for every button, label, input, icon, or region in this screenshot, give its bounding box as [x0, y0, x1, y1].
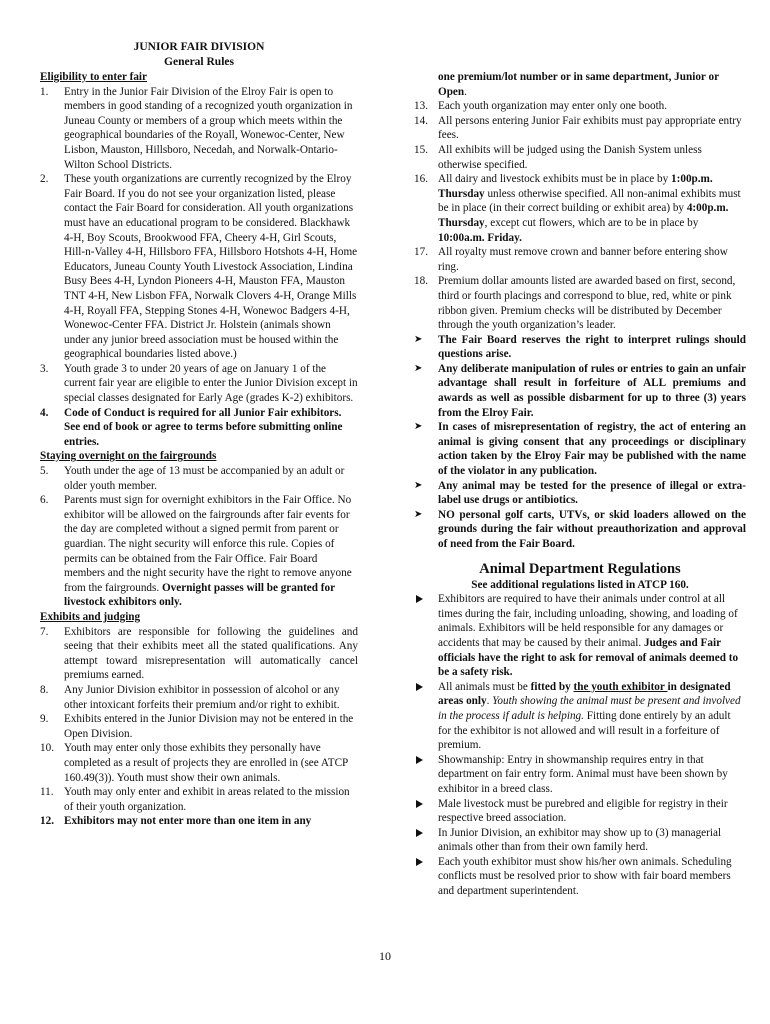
rule-number: 17.	[414, 246, 428, 259]
rule-number: 7.	[40, 625, 49, 638]
rule-item	[40, 785, 358, 814]
animal-rule-item	[414, 592, 746, 680]
rule-number: 4.	[40, 406, 49, 419]
rule-text: Premium dollar amounts listed are awarded based on first, second, third or fourth placings and correspond to blue, red, white or pink ribbon given. Premium checks will be distributed by December through the youth organization’s leader.	[438, 275, 736, 332]
page-subtitle: General Rules	[164, 56, 234, 68]
animal-rule-text: .	[486, 695, 493, 708]
rule-item	[40, 362, 358, 406]
rule-number: 15.	[414, 143, 428, 156]
animal-rule-text: Each youth exhibitor must show his/her own animals. Scheduling conflicts must be resolved prior to show with fair board members and department superintendent.	[438, 855, 732, 898]
triangle-bullet-icon	[416, 683, 423, 691]
notice-item	[414, 333, 746, 362]
rule-text: unless otherwise specified. All non-animal exhibits must be in place (in their correct building or exhibit area) by	[438, 187, 741, 215]
rule-number: 11.	[40, 786, 54, 799]
triangle-bullet-icon	[416, 595, 423, 603]
triangle-bullet-icon	[416, 858, 423, 866]
notice-item	[414, 508, 746, 552]
rule-text: All royalty must remove crown and banner before entering show ring.	[438, 246, 728, 273]
rule-item	[414, 114, 746, 143]
rule-text: All dairy and livestock exhibits must be in place by	[438, 173, 672, 186]
rule-text: Exhibitors may not enter more than one item in any	[64, 815, 312, 828]
animal-rule-text: Male livestock must be purebred and eligible for registry in their respective breed association.	[438, 797, 728, 825]
rule-number: 16.	[414, 173, 428, 186]
rule-number: 2.	[40, 173, 49, 186]
rule-item	[40, 85, 358, 173]
rule-item	[40, 172, 358, 362]
arrowhead-bullet-icon: ➤	[414, 479, 423, 491]
animal-rule-text-bold: fitted by	[530, 680, 574, 693]
rule-number: 6.	[40, 494, 49, 507]
rule-item	[40, 493, 358, 610]
animal-rule-text: Exhibitors are required to have their animals under control at all times during the fair, including unloading, showing, and loading of animals. Exhibitors will be held responsible for any damages or accidents that may be caused by their animal.	[438, 593, 738, 649]
animal-rule-item	[414, 753, 746, 797]
rule-text: These youth organizations are currently recognized by the Elroy Fair Board. If you do not see your organization listed, please contact the Fair Board for consideration. All youth organizations must have an educational program to be considered. Blackhawk 4-H, Boy Scouts, Brookwood FFA, Cheery 4-H, Girl Scouts, Hill-n-Valley 4-H, Hillsboro FFA, Hillsboro Hotshots 4-H, Home Educators, Juneau County Youth Livestock Association, Lindina Busy Bees 4-H, Lyndon Pioneers 4-H, Mauston FFA, Mauston TNT 4-H, New Lisbon FFA, Norwalk Clovers 4-H, Orange Mills 4-H, Royall FFA, Stepping Stones 4-H, Wonewoc Badgers 4-H, Wonewoc-Center FFA. District Jr. Holstein (animals shown under any junior breed association must be housed within the geographical boundaries listed above.)	[64, 173, 358, 361]
rule-text-bold: 10:00a.m. Friday.	[438, 231, 522, 244]
notice-item	[414, 420, 746, 478]
rule-item	[40, 406, 358, 450]
rule-number: 1.	[40, 85, 49, 98]
rule-item	[40, 625, 358, 683]
rule-text-bold: one premium/lot number or in same department, Junior or Open	[438, 71, 719, 98]
triangle-bullet-icon	[416, 756, 423, 764]
section-heading-eligibility: Eligibility to enter fair	[40, 71, 147, 83]
right-column	[414, 70, 746, 899]
rule-number: 9.	[40, 713, 49, 726]
rule-text-bold: 4:00p.m. Thursday	[438, 202, 729, 229]
animal-rule-item	[414, 855, 746, 899]
rule-text-bold: Overnight passes will be granted for livestock exhibitors only.	[64, 581, 335, 609]
notice-text: In cases of misrepresentation of registry, the act of entering an animal is giving consent that any proceedings or disciplinary action taken by the Elroy Fair may be published with the name of the violator in any publication.	[438, 421, 746, 478]
arrowhead-bullet-icon: ➤	[414, 362, 423, 374]
page-title: JUNIOR FAIR DIVISION	[133, 41, 265, 53]
page-header	[40, 40, 358, 70]
animal-rule-item	[414, 680, 746, 753]
rule-text: Each youth organization may enter only one booth.	[438, 100, 668, 113]
rule-number: 10.	[40, 742, 54, 755]
triangle-bullet-icon	[416, 800, 423, 808]
animal-rule-text-bold: Judges and Fair officials have the right to ask for removal of animals deemed to be a safety risk.	[438, 636, 739, 679]
rule-item	[414, 143, 746, 172]
page-number: 10	[379, 949, 391, 963]
rule-item	[40, 814, 358, 829]
notice-text: NO personal golf carts, UTVs, or skid loaders allowed on the grounds during the fair without preauthorization and approval of need from the Fair Board.	[438, 508, 746, 550]
rule-text: Youth may enter only those exhibits they personally have completed as a result of projects they are enrolled in (see ATCP 160.49(3)). Youth must show their own animals.	[64, 742, 348, 784]
animal-section-heading: Animal Department Regulations	[479, 560, 681, 577]
rule-list-continued	[414, 99, 746, 333]
rule-item	[40, 683, 358, 712]
notice-item	[414, 362, 746, 420]
rule-text: Youth grade 3 to under 20 years of age on January 1 of the current fair year are eligible to enter the Junior Division except in special classes designated for Early Age (grades K-2) exhibitors.	[64, 362, 358, 405]
notice-text: Any deliberate manipulation of rules or entries to gain an unfair advantage shall result in forfeiture of ALL premiums and awards as well as possible disbarment for up to three (3) years from the Elroy Fair.	[438, 362, 746, 419]
notice-text: The Fair Board reserves the right to interpret rulings should questions arise.	[438, 333, 746, 361]
animal-rule-text: In Junior Division, an exhibitor may show up to (3) managerial animals other than from their own family herd.	[438, 826, 722, 854]
rule-number: 18.	[414, 275, 428, 288]
animal-rule-item	[414, 797, 746, 826]
section-heading-exhibits: Exhibits and judging	[40, 610, 141, 623]
animal-rule-text: Fitting done entirely by an adult for the exhibitor is not allowed and will result in a forfeiture of premium.	[438, 709, 731, 752]
animal-rule-list	[414, 592, 746, 898]
rule-text: Exhibitors are responsible for following the guidelines and seeing that their exhibits meet all the stated qualifications. Any attempt toward misrepresentation will automatically cancel premiums earned.	[64, 625, 358, 682]
rule-item	[40, 712, 358, 741]
rule-text: All persons entering Junior Fair exhibits must pay appropriate entry fees.	[438, 114, 742, 142]
rule-number: 8.	[40, 683, 49, 696]
rule-item	[414, 274, 746, 332]
rule-text: Youth under the age of 13 must be accompanied by an adult or older youth member.	[64, 465, 345, 492]
rule-text: , except cut flowers, which are to be in place by	[484, 216, 699, 229]
animal-rule-text: Showmanship: Entry in showmanship requires entry in that department on fair entry form. Animal must have been shown by exhibitor in a breed class.	[438, 753, 728, 795]
rule-text: Entry in the Junior Fair Division of the Elroy Fair is open to members in good standing of a recognized youth organization in Juneau County or members of a group which meets within the geographical boundaries of the Royall, Wonewoc-Center, New Lisbon, Mauston, Hillsboro, Necedah, and Norwalk-Ontario-Wilton School Districts.	[64, 85, 353, 171]
rule-item	[40, 741, 358, 785]
rule-list-overnight	[40, 464, 358, 610]
rule-text: Code of Conduct is required for all Junior Fair exhibitors. See end of book or agree to terms before submitting online entries.	[64, 406, 343, 448]
animal-rule-item	[414, 826, 746, 855]
triangle-bullet-icon	[416, 829, 423, 837]
arrowhead-bullet-icon: ➤	[414, 421, 423, 433]
animal-section-subheading: See additional regulations listed in ATCP 160.	[471, 578, 689, 591]
rule-text: .	[464, 85, 467, 98]
rule-text: Exhibits entered in the Junior Division may not be entered in the Open Division.	[64, 713, 354, 740]
rule-item	[414, 245, 746, 274]
rule-number: 14.	[414, 114, 428, 127]
rule-list-exhibits	[40, 625, 358, 829]
rule-number: 13.	[414, 100, 428, 113]
rule-item	[414, 99, 746, 114]
animal-rule-text-bold: in designated areas only	[438, 680, 731, 708]
rule-text: Parents must sign for overnight exhibitors in the Fair Office. No exhibitor will be allowed on the fairgrounds after fair events for the day are completed without a signed permit from parent or guardian. The night security will enforce this rule. Copies of permits can be obtained from the Fair Office. Fair Board members and the night security have the right to remove anyone from the fairgrounds.	[64, 494, 352, 594]
rule-item	[40, 464, 358, 493]
rule-text: Youth may only enter and exhibit in areas related to the mission of their youth organization.	[64, 786, 350, 813]
animal-rule-text: All animals must be	[438, 680, 531, 693]
animal-rule-text-underlined: the youth exhibitor	[573, 680, 668, 693]
animal-rule-text-italic: Youth showing the animal must be present and involved in the process if adult is helping.	[438, 695, 741, 722]
arrowhead-bullet-icon: ➤	[414, 333, 423, 345]
rule-text: Any Junior Division exhibitor in possession of alcohol or any other intoxicant forfeits their premium and/or right to exhibit.	[64, 683, 340, 711]
notice-item	[414, 479, 746, 508]
rule-item	[414, 172, 746, 245]
rule-list-eligibility	[40, 85, 358, 450]
rule-text-bold: 1:00p.m. Thursday	[438, 173, 713, 200]
rule-number: 5.	[40, 465, 49, 478]
rule-number: 12.	[40, 815, 54, 828]
notice-list	[414, 333, 746, 552]
notice-text: Any animal may be tested for the presence of illegal or extra-label use drugs or antibiotics.	[438, 479, 746, 507]
section-heading-overnight: Staying overnight on the fairgrounds	[40, 450, 217, 463]
arrowhead-bullet-icon: ➤	[414, 508, 423, 520]
rule-continuation	[414, 70, 746, 99]
left-column	[40, 40, 358, 829]
rule-number: 3.	[40, 362, 49, 375]
rule-text: All exhibits will be judged using the Danish System unless otherwise specified.	[438, 143, 702, 171]
